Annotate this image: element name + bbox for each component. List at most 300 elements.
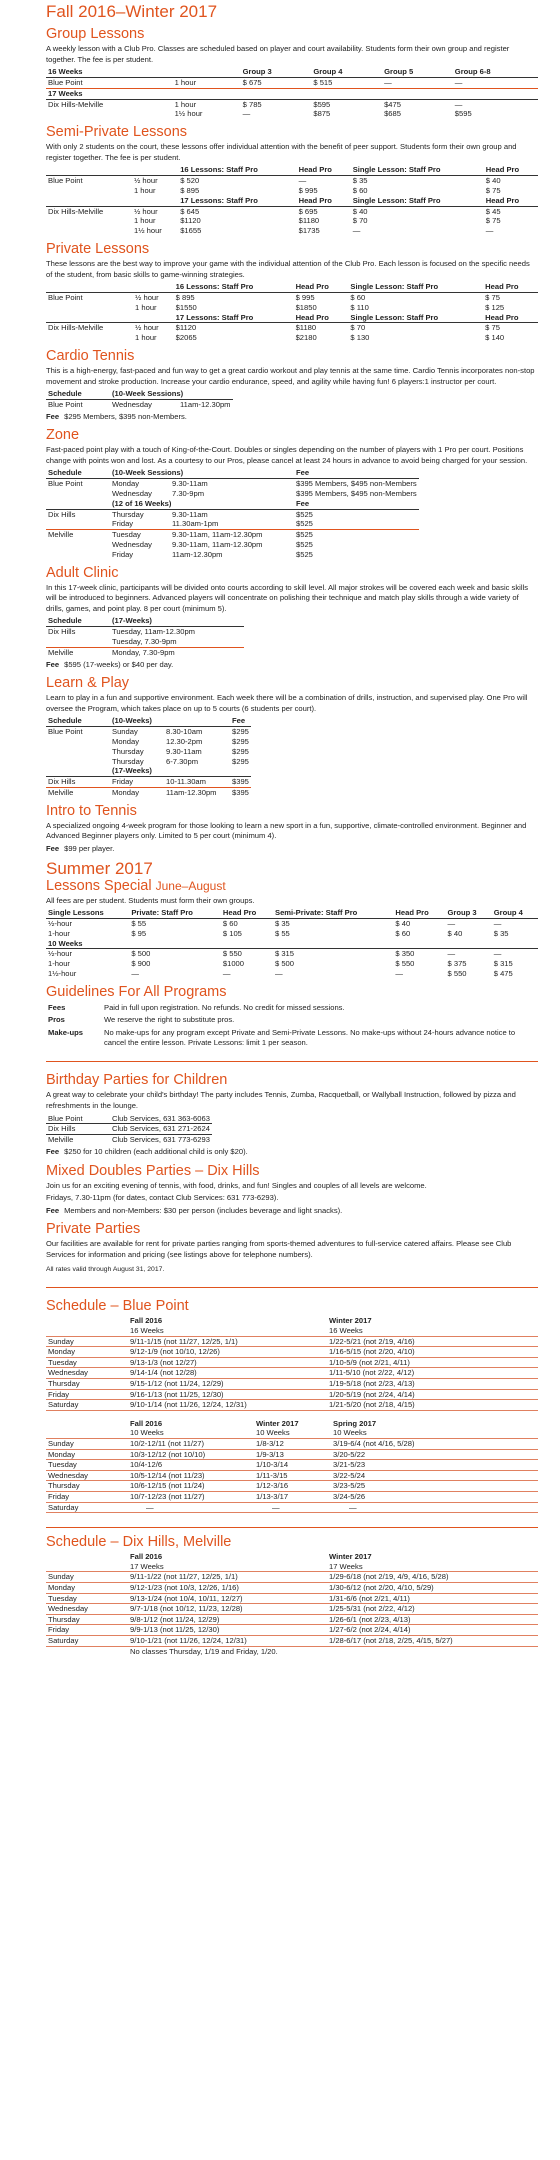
table-cell: Dix Hills xyxy=(48,509,76,519)
table-cell: Fee xyxy=(46,1146,60,1156)
table-cell: 1/29-6/18 (not 2/19, 4/9, 4/16, 5/28) xyxy=(327,1572,538,1583)
section-heading-intro: Intro to Tennis xyxy=(46,802,137,819)
table-cell: Head Pro xyxy=(483,282,538,292)
table-cell: 9/12-1/23 (not 10/3, 12/26, 1/16) xyxy=(128,1582,327,1593)
table-cell: — xyxy=(447,918,456,928)
table-cell: Friday xyxy=(112,777,134,787)
table-row xyxy=(46,292,538,302)
table-cell: $ 60 xyxy=(395,928,411,938)
table-cell: — xyxy=(298,176,307,186)
intro-fee xyxy=(46,844,538,855)
semi-private-description: With only 2 students on the court, these lessons offer individual attention with the benefit of peer support. Students form their own group and register together. The fee is per student. xyxy=(46,142,517,162)
mixed-fee xyxy=(46,1206,538,1217)
table-cell: 9/9-1/13 (not 11/25, 12/30) xyxy=(128,1625,327,1636)
table-cell: Thursday xyxy=(112,756,144,766)
table-cell: Saturday xyxy=(46,1400,128,1411)
table-cell: $1735 xyxy=(298,226,320,236)
table-row xyxy=(46,757,251,767)
table-row xyxy=(46,499,419,509)
table-row xyxy=(46,1326,538,1336)
table-cell: — xyxy=(242,109,251,119)
table-cell: 1/22-5/21 (not 2/19, 4/16) xyxy=(327,1336,538,1347)
birthday-fee xyxy=(46,1147,538,1158)
table-row xyxy=(46,88,538,99)
table-cell: Monday xyxy=(46,1347,128,1358)
table-cell: 11am-12.30pm xyxy=(172,549,223,559)
table-cell: $525 xyxy=(296,509,313,519)
table-row xyxy=(46,1470,538,1481)
table-row xyxy=(46,206,538,216)
table-cell: $ 550 xyxy=(447,968,467,978)
table-cell: $1655 xyxy=(180,226,202,236)
table-cell: — xyxy=(352,226,361,236)
table-row xyxy=(46,530,419,540)
table-cell: 17 Weeks xyxy=(46,88,173,99)
table-cell: $ 60 xyxy=(222,918,238,928)
table-cell: 1/26-6/1 (not 2/23, 4/13) xyxy=(327,1614,538,1625)
table-cell: $ 500 xyxy=(131,949,151,959)
table-cell: Members and non-Members: $30 per person (includes beverage and light snacks). xyxy=(64,1205,343,1215)
table-cell: Wednesday xyxy=(112,399,152,409)
table-row xyxy=(46,509,419,519)
table-cell: $ 995 xyxy=(295,292,315,302)
table-row xyxy=(46,1582,538,1593)
table-cell xyxy=(46,757,110,767)
cardio-table xyxy=(46,389,233,410)
table-cell: $ 55 xyxy=(275,928,290,938)
table-cell: ½ hour xyxy=(135,292,159,302)
table-row xyxy=(46,777,251,788)
table-row xyxy=(46,1502,538,1513)
table-row xyxy=(46,1635,538,1646)
table-cell: $ 60 xyxy=(352,185,368,195)
table-row xyxy=(46,165,538,175)
table-cell: Single Lesson: Staff Pro xyxy=(351,165,484,175)
table-cell: Blue Point xyxy=(48,292,83,302)
table-row xyxy=(46,99,538,109)
table-cell: Dix Hills xyxy=(48,777,76,787)
table-cell: $525 xyxy=(296,519,313,529)
table-cell: 1/12-3/16 xyxy=(254,1481,331,1492)
table-row xyxy=(46,1572,538,1583)
table-cell: $875 xyxy=(313,109,331,119)
table-cell: Fee xyxy=(294,499,419,509)
table-cell: Monday xyxy=(112,479,140,489)
table-cell: Blue Point xyxy=(48,727,83,737)
table-cell: 8.30-10am xyxy=(166,727,203,737)
table-cell: $595 (17-weeks) or $40 per day. xyxy=(64,659,174,669)
table-cell: — xyxy=(454,99,463,109)
table-cell: $295 xyxy=(232,736,249,746)
table-cell: 10 Weeks xyxy=(254,1428,331,1438)
learn-table xyxy=(46,716,251,797)
table-cell: Thursday xyxy=(46,1614,128,1625)
table-cell: 10/5-12/14 (not 11/23) xyxy=(128,1470,254,1481)
table-cell: 9.30-11am xyxy=(166,746,202,756)
table-cell xyxy=(46,747,110,757)
section-heading-semi-private: Semi-Private Lessons xyxy=(46,124,188,141)
table-cell: 9/11-1/22 (not 11/27, 12/25, 1/1) xyxy=(128,1572,327,1583)
table-cell: 16 Lessons: Staff Pro xyxy=(174,282,294,292)
table-cell: 9/7-1/18 (not 10/12, 11/23, 12/28) xyxy=(128,1604,327,1615)
table-cell: 16 Lessons: Staff Pro xyxy=(178,165,296,175)
table-cell: $595 xyxy=(313,99,331,109)
guidelines-table xyxy=(46,1002,538,1050)
col-header: 16 Weeks xyxy=(46,67,173,77)
table-row xyxy=(46,929,538,939)
table-row xyxy=(46,323,538,333)
table-cell: 1 hour xyxy=(133,216,156,226)
table-row xyxy=(46,550,419,560)
table-cell: Club Services, 631 773-6293 xyxy=(112,1135,210,1145)
table-cell: 10/7-12/23 (not 11/27) xyxy=(128,1491,254,1502)
intro-description: A specialized ongoing 4-week program for those looking to learn a new sport in a fun, supportive, climate-controlled environment. Beginner and Advanced Beginner players only. Limited to 5 per court (minimum 4). xyxy=(46,820,527,841)
table-cell: Head Pro xyxy=(484,196,538,206)
table-cell: Make-ups xyxy=(48,1027,84,1037)
table-row xyxy=(46,969,538,979)
table-cell: Blue Point xyxy=(48,479,83,489)
table-cell: 6-7.30pm xyxy=(166,756,199,766)
table-row xyxy=(46,908,538,918)
mixed-when: Fridays, 7.30-11pm (for dates, contact Club Services: 631 773-6293). xyxy=(46,1193,279,1203)
table-cell: 17 Lessons: Staff Pro xyxy=(178,196,296,206)
table-cell: $1850 xyxy=(295,302,317,312)
table-cell: $ 375 xyxy=(447,959,467,969)
table-cell: (17-Weeks) xyxy=(110,766,251,776)
table-cell: Single Lessons xyxy=(46,908,129,918)
table-cell: (10-Week Sessions) xyxy=(110,389,233,399)
table-cell: Club Services, 631 363-6063 xyxy=(112,1113,210,1123)
table-cell: Fee xyxy=(46,843,60,853)
table-cell: 9/8-1/12 (not 11/24, 12/29) xyxy=(128,1614,327,1625)
section-heading-birthday: Birthday Parties for Children xyxy=(46,1072,228,1089)
table-cell: — xyxy=(395,968,403,978)
table-cell: $ 315 xyxy=(493,959,513,969)
table-cell: Fee xyxy=(294,468,419,478)
table-cell: 1½-hour xyxy=(48,968,77,978)
table-row xyxy=(46,1491,538,1502)
table-cell: Wednesday xyxy=(112,489,152,499)
table-cell: Dix Hills xyxy=(46,1124,110,1135)
table-cell: $ 70 xyxy=(352,216,368,226)
table-cell: Monday xyxy=(110,787,164,797)
table-cell: $ 785 xyxy=(242,99,262,109)
table-cell: 1/25-5/31 (not 2/22, 4/12) xyxy=(327,1604,538,1615)
table-row xyxy=(46,1449,538,1460)
table-cell: $ 550 xyxy=(222,949,242,959)
table-row xyxy=(46,1481,538,1492)
table-row xyxy=(46,1552,538,1562)
divider xyxy=(46,1527,538,1528)
table-cell: Thursday xyxy=(46,1481,128,1492)
section-heading-group: Group Lessons xyxy=(46,26,145,42)
table-cell: Thursday xyxy=(112,509,144,519)
table-cell: $ 645 xyxy=(178,206,296,216)
table-cell: $ 40 xyxy=(351,206,484,216)
table-cell: $1120 xyxy=(180,216,201,226)
table-cell: $ 520 xyxy=(180,176,200,186)
table-row xyxy=(46,303,538,313)
table-cell: Single Lesson: Staff Pro xyxy=(351,196,484,206)
table-cell: $ 550 xyxy=(395,959,415,969)
section-heading-mixed-doubles xyxy=(46,1163,538,1179)
table-row xyxy=(46,1347,538,1358)
table-cell: Sunday xyxy=(46,1572,128,1583)
table-row xyxy=(46,949,538,959)
section-heading-adult-clinic: Adult Clinic xyxy=(46,564,119,581)
learn-description: Learn to play in a fun and supportive environment. Each week there will be a combination of drills, instruction, and supervised play. One Pro will oversee the Program, which takes place on up to 5 courts (6 students per court). xyxy=(46,693,528,713)
table-cell: 1 hour xyxy=(174,99,197,109)
table-cell: ½ hour xyxy=(132,206,178,216)
table-cell: 10 Weeks xyxy=(128,1428,254,1438)
table-cell: 11am-12.30pm xyxy=(164,787,230,797)
table-row xyxy=(46,1027,538,1050)
blue-point-schedule-16wk xyxy=(46,1316,538,1410)
table-row xyxy=(46,637,244,647)
table-row xyxy=(46,540,419,550)
table-cell: Fees xyxy=(48,1002,66,1012)
table-cell: — xyxy=(493,918,502,928)
table-cell: Private: Staff Pro xyxy=(129,908,221,918)
table-cell: 1/28-6/17 (not 2/18, 2/25, 4/15, 5/27) xyxy=(327,1635,538,1646)
table-cell xyxy=(46,489,110,499)
table-cell: $ 895 xyxy=(175,292,195,302)
table-cell: Fee xyxy=(46,1205,60,1215)
table-cell: Schedule xyxy=(46,1298,107,1315)
table-cell: $295 Members, $395 non-Members. xyxy=(64,411,187,421)
table-cell: We reserve the right to substitute pros. xyxy=(104,1015,235,1025)
table-cell: $ 40 xyxy=(395,918,411,928)
table-cell: 10 Weeks xyxy=(331,1428,538,1438)
table-cell: Thursday xyxy=(46,1379,128,1390)
table-cell: Melville xyxy=(46,530,110,540)
col-header: Group 4 xyxy=(311,67,382,77)
table-cell: 1/11-5/10 (not 2/22, 4/12) xyxy=(327,1368,538,1379)
table-cell: Wednesday xyxy=(112,540,152,550)
table-cell xyxy=(46,499,110,509)
section-heading-cardio: Cardio Tennis xyxy=(46,347,135,364)
table-cell: $ 350 xyxy=(395,949,415,959)
table-cell: ½-hour xyxy=(48,949,73,959)
table-cell: Schedule xyxy=(46,468,110,478)
table-cell: $1180 xyxy=(294,323,349,333)
private-table xyxy=(46,282,538,343)
table-row xyxy=(46,1604,538,1615)
table-cell: (17-Weeks) xyxy=(110,616,244,626)
table-cell: $ 55 xyxy=(131,918,147,928)
birthday-description: A great way to celebrate your child's birthday! The party includes Tennis, Zumba, Racquetball, or Wallyball Instruction, followed by pizza and refreshments in the lounge. xyxy=(46,1090,516,1110)
table-row xyxy=(46,1316,538,1326)
table-cell: $ 110 xyxy=(350,302,369,312)
table-cell: Paid in full upon registration. No refunds. No credit for missed sessions. xyxy=(104,1002,345,1012)
table-cell: 10/2-12/11 (not 11/27) xyxy=(128,1439,254,1450)
table-row xyxy=(46,282,538,292)
table-cell: $ 695 xyxy=(297,206,351,216)
table-row xyxy=(46,67,538,77)
table-cell: Spring 2017 xyxy=(333,1418,377,1428)
table-cell: $ 75 xyxy=(485,185,501,195)
table-cell: 16 Weeks xyxy=(327,1326,538,1336)
table-cell: — xyxy=(454,77,463,87)
table-cell: Head Pro xyxy=(393,908,445,918)
table-cell: 3/22-5/24 xyxy=(331,1470,538,1481)
table-cell: Wednesday xyxy=(46,1368,128,1379)
table-row xyxy=(46,1625,538,1636)
table-row xyxy=(46,1562,538,1572)
table-cell: 9/10-1/14 (not 11/26, 12/24, 12/31) xyxy=(128,1400,327,1411)
section-heading-zone: Zone xyxy=(46,427,80,444)
table-cell: 16 Weeks xyxy=(128,1326,327,1336)
table-cell: $ 105 xyxy=(222,928,242,938)
table-cell: Friday xyxy=(46,1491,128,1502)
table-cell: — xyxy=(254,1502,331,1513)
table-cell: 10-11.30am xyxy=(166,777,206,787)
table-cell: Monday xyxy=(46,1582,128,1593)
table-cell: 10/4-12/6 xyxy=(128,1460,254,1471)
table-row xyxy=(46,1379,538,1390)
table-row xyxy=(46,1614,538,1625)
table-row xyxy=(46,1014,538,1026)
blue-point-schedule-10wk xyxy=(46,1419,538,1513)
table-cell: 9/14-1/4 (not 12/28) xyxy=(128,1368,327,1379)
table-cell: $ 675 xyxy=(242,77,262,87)
table-cell xyxy=(46,519,110,529)
table-cell: $ 995 xyxy=(298,185,318,195)
table-row xyxy=(46,196,538,206)
table-cell: $685 xyxy=(384,109,401,119)
table-cell: No classes Thursday, 1/19 and Friday, 1/20. xyxy=(130,1646,278,1656)
table-cell: Head Pro xyxy=(294,282,349,292)
table-cell: Blue Point xyxy=(46,1114,110,1124)
table-cell xyxy=(46,540,110,550)
table-cell: $ 315 xyxy=(275,949,295,959)
table-cell: $1000 xyxy=(222,959,245,969)
cardio-fee xyxy=(46,412,538,423)
table-cell: 1/8-3/12 xyxy=(254,1439,331,1450)
table-cell: Sunday xyxy=(46,1336,128,1347)
table-cell: — xyxy=(131,968,139,978)
table-cell: Tuesday, 11am-12.30pm xyxy=(112,627,196,637)
zone-table xyxy=(46,468,419,559)
table-cell: — xyxy=(275,968,283,978)
table-row xyxy=(46,519,419,529)
table-cell: 17 Weeks xyxy=(327,1562,538,1572)
table-cell: Fee xyxy=(46,659,60,669)
table-row xyxy=(46,313,538,323)
table-cell: 1 hour xyxy=(135,333,157,343)
table-row xyxy=(46,1460,538,1471)
table-row xyxy=(46,176,538,186)
table-cell: 1/30-6/12 (not 2/20, 4/10, 5/29) xyxy=(327,1582,538,1593)
table-cell: $1180 xyxy=(298,216,320,226)
table-cell: 10/6-12/15 (not 11/24) xyxy=(128,1481,254,1492)
adult-fee xyxy=(46,660,538,671)
table-row xyxy=(46,1124,212,1135)
mixed-description: Join us for an exciting evening of tennis, with food, drinks, and fun! Singles and couples of all levels are welcome. xyxy=(46,1180,427,1190)
table-cell: 1/31-6/6 (not 2/21, 4/11) xyxy=(327,1593,538,1604)
table-cell: – Blue Point xyxy=(110,1298,189,1315)
semi-private-table xyxy=(46,165,538,236)
table-cell: $295 xyxy=(232,746,249,756)
table-row xyxy=(46,489,419,499)
table-cell: $525 xyxy=(294,530,419,540)
table-cell: Friday xyxy=(112,519,134,529)
col-header: Group 3 xyxy=(241,67,312,77)
table-cell: $250 for 10 children (each additional child is only $20). xyxy=(64,1146,248,1156)
table-cell: Mixed Doubles Parties xyxy=(46,1162,192,1179)
table-row xyxy=(46,939,538,949)
table-cell: 10/3-12/12 (not 10/10) xyxy=(128,1449,254,1460)
table-cell: $1120 xyxy=(174,323,294,333)
table-cell: 1/19-5/18 (not 2/23, 4/13) xyxy=(327,1379,538,1390)
table-cell: Dix Hills-Melville xyxy=(46,206,132,216)
table-cell: 17 Lessons: Staff Pro xyxy=(174,313,294,323)
table-row xyxy=(46,727,251,737)
table-cell: 17 Weeks xyxy=(128,1562,327,1572)
table-cell: 3/19-6/4 (not 4/16, 5/28) xyxy=(331,1439,538,1450)
table-row xyxy=(46,647,244,657)
table-cell: 3/20-5/22 xyxy=(331,1449,538,1460)
table-row xyxy=(46,1114,212,1124)
section-heading-learn-play: Learn & Play xyxy=(46,675,130,692)
table-row xyxy=(46,747,251,757)
table-row xyxy=(46,1646,538,1656)
cardio-description: This is a high-energy, fast-paced and fun way to get a great cardio workout and play tennis at the same time. Cardio Tennis incorporates non-stop movement and stroke production. Increase your cardio endurance, speed, and agility while having fun! 6 players:1 instructor per court. xyxy=(46,365,535,386)
table-cell: $ 500 xyxy=(275,959,295,969)
page-title: Fall 2016–Winter 2017 xyxy=(46,2,218,21)
table-cell: Head Pro xyxy=(484,165,538,175)
table-cell: 1 hour xyxy=(133,185,156,195)
table-cell xyxy=(46,550,110,560)
table-row xyxy=(46,399,233,409)
table-cell: 9.30-11am, 11am-12.30pm xyxy=(172,540,263,550)
table-row xyxy=(46,1357,538,1368)
table-cell: Head Pro xyxy=(483,313,538,323)
table-cell: 7.30-9pm xyxy=(172,489,205,499)
table-cell: — xyxy=(493,949,502,959)
table-cell: — xyxy=(384,77,392,87)
section-heading-guidelines: Guidelines For All Programs xyxy=(46,983,227,1000)
col-header: Group 6-8 xyxy=(453,67,538,77)
table-cell: Wednesday xyxy=(46,1604,128,1615)
divider xyxy=(46,1287,538,1288)
table-cell: 9.30-11am xyxy=(172,509,208,519)
adult-description: In this 17-week clinic, participants will be divided onto courts according to skill level. All major strokes will be covered each week and basic skills will be introduced to beginners. Advanced players will concentrate on polishing their technique and match play skills through a wide variety of drills, games, and point play. 8 per court (minimum 5). xyxy=(46,582,528,613)
table-cell: — xyxy=(485,226,494,236)
table-cell: Lessons Special xyxy=(46,877,152,894)
table-cell xyxy=(46,637,110,647)
table-cell: Head Pro xyxy=(221,908,273,918)
table-cell: $395 Members, $495 non-Members xyxy=(296,489,417,499)
table-cell: 1½ hour xyxy=(133,226,162,236)
table-row xyxy=(46,1428,538,1438)
table-cell: — xyxy=(331,1502,538,1513)
table-cell: Monday, 7.30-9pm xyxy=(110,647,244,657)
table-cell: Friday xyxy=(112,549,134,559)
table-cell: Schedule xyxy=(46,716,110,726)
table-cell: 9/13-1/3 (not 12/27) xyxy=(128,1357,327,1368)
table-cell: Semi-Private: Staff Pro xyxy=(273,908,393,918)
summer-table xyxy=(46,908,538,979)
table-cell: 11.30am-1pm xyxy=(172,519,219,529)
adult-table xyxy=(46,616,244,657)
table-cell: $2180 xyxy=(295,333,317,343)
table-cell: $ 35 xyxy=(493,928,509,938)
dix-hills-schedule xyxy=(46,1552,538,1656)
section-heading-summer xyxy=(46,878,538,894)
table-cell: Winter 2017 xyxy=(256,1418,299,1428)
table-cell: Blue Point xyxy=(48,77,83,87)
